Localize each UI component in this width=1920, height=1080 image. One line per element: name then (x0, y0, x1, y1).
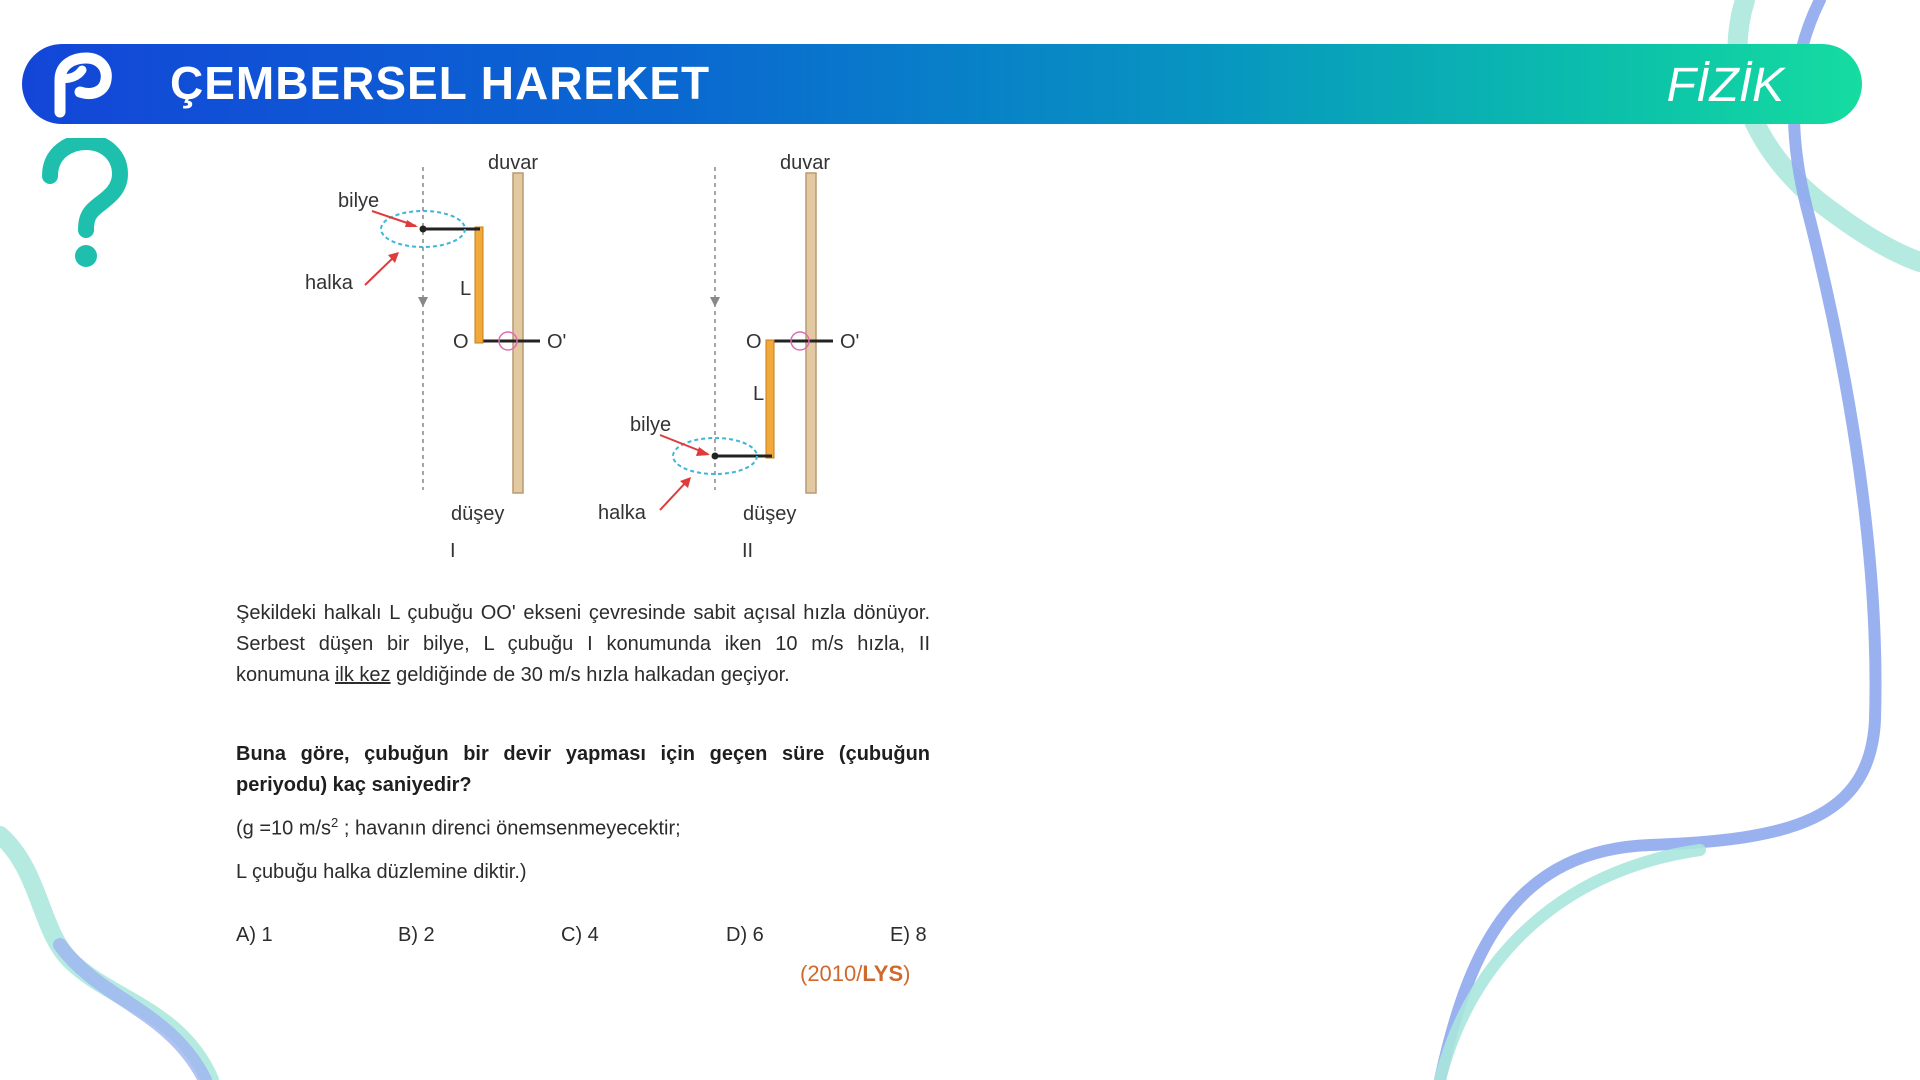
drop-arrow-ii (710, 297, 720, 307)
page-title: ÇEMBERSEL HAREKET (170, 57, 711, 109)
label-position-i: I (450, 540, 456, 562)
rod-l-i (475, 227, 483, 343)
question-underlined: ilk kez (334, 664, 391, 686)
label-ball-ii: bilye (630, 414, 672, 436)
label-rod-ii: L (753, 383, 765, 405)
physics-figure (290, 145, 910, 565)
brand-p-logo-icon (44, 50, 114, 120)
given-air-resistance: ; havanın direnci önemsenmeyecektir; (338, 817, 681, 840)
question-prompt: Buna göre, çubuğun bir devir yapması için geçen süre (çubuğun periyodu) kaç saniyedir? (236, 743, 930, 796)
source-exam: LYS (862, 961, 904, 986)
question-text-part2: geldiğinde de 30 m/s hızla halkadan geçiyor. (396, 664, 790, 686)
option-a[interactable]: A) 1 (236, 924, 273, 946)
ball-i (420, 226, 427, 233)
label-vertical-i: düşey (451, 503, 505, 525)
ball-ii (712, 453, 719, 460)
wall-ii (806, 173, 816, 493)
label-position-ii: II (742, 540, 754, 562)
wall-i (513, 173, 523, 493)
option-e[interactable]: E) 8 (890, 924, 927, 946)
question-mark-icon (40, 138, 130, 273)
option-d[interactable]: D) 6 (726, 924, 764, 946)
pointer-ring-ii (660, 480, 688, 510)
option-c[interactable]: C) 4 (561, 924, 599, 946)
rod-l-ii (766, 340, 774, 458)
label-rod-i: L (460, 278, 472, 300)
label-ring-ii: halka (598, 502, 646, 524)
given-line-2: L çubuğu halka düzlemine diktir.) (236, 861, 527, 883)
label-axis-o-prime-i: O' (547, 331, 567, 353)
given-exponent: 2 (331, 815, 339, 830)
label-wall-ii: duvar (780, 152, 831, 174)
option-b[interactable]: B) 2 (398, 924, 435, 946)
label-axis-o-ii: O (746, 331, 762, 353)
pointer-ring-i (365, 255, 396, 285)
label-ring-i: halka (305, 272, 353, 294)
question-text-part1: Şekildeki halkalı L çubuğu OO' ekseni çevresinde sabit açısal hızla dönüyor. Serbest düşen bir bilye, L çubuğu I konumunda iken 10 m/s hızla, II konumuna (236, 602, 930, 686)
exam-source (800, 961, 911, 987)
question-text (236, 598, 930, 691)
drop-arrow-i (418, 297, 428, 307)
given-line-1 (236, 815, 681, 841)
label-ball-i: bilye (338, 190, 380, 212)
label-vertical-ii: düşey (743, 503, 797, 525)
label-wall-i: duvar (488, 152, 539, 174)
subject-label: FİZİK (1666, 59, 1784, 112)
label-axis-o-i: O (453, 331, 469, 353)
given-gravity: (g =10 m/s (236, 817, 332, 840)
label-axis-o-prime-ii: O' (840, 331, 860, 353)
source-suffix: ) (903, 961, 911, 986)
source-prefix: (2010/ (800, 961, 863, 986)
